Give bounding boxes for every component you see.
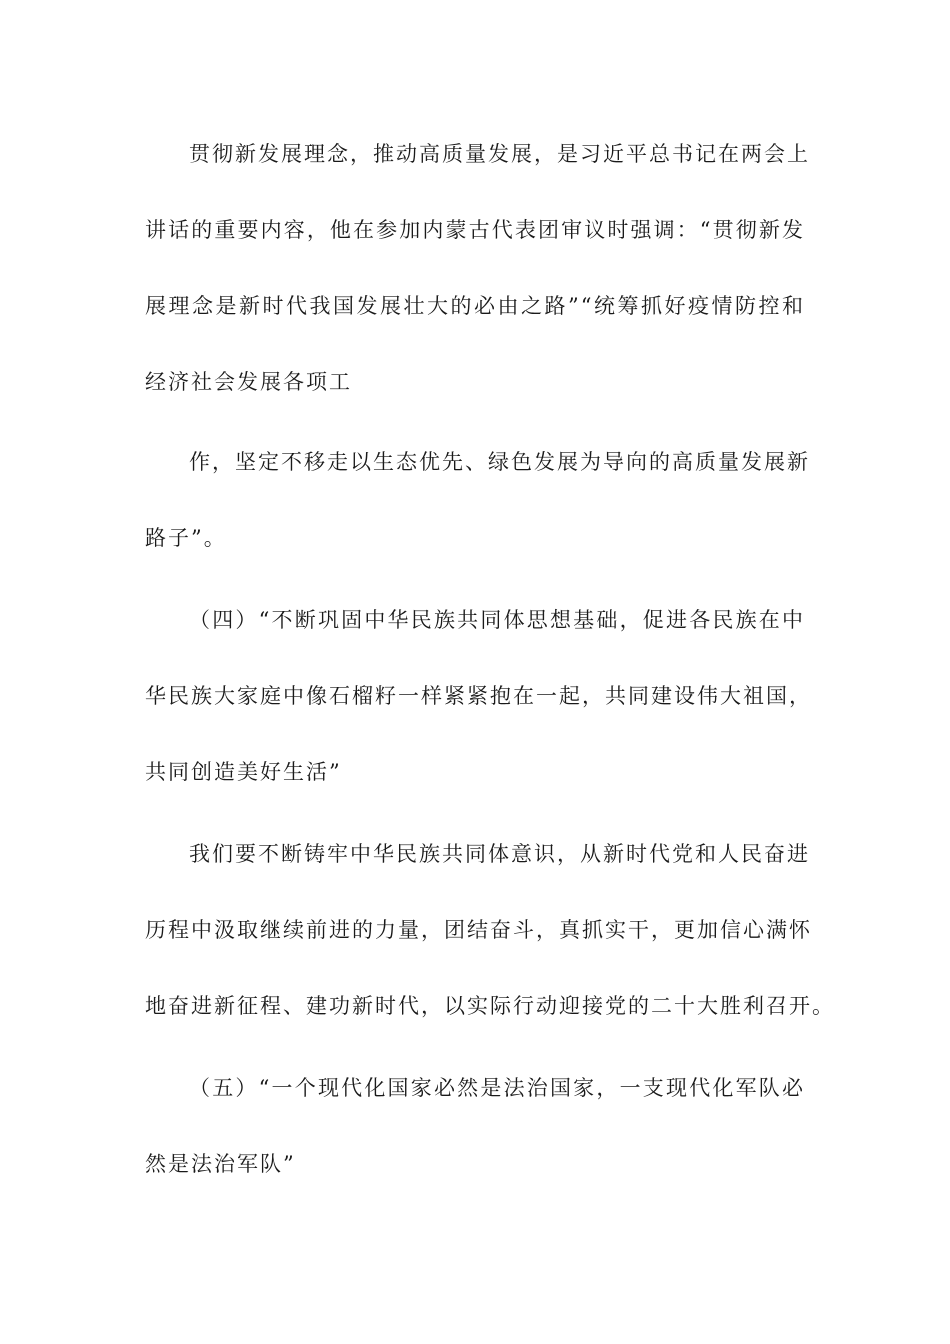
paragraph-line: 贯彻新发展理念，推动高质量发展，是习近平总书记在两会上 bbox=[189, 142, 810, 166]
section-heading-line: 共同创造美好生活” bbox=[145, 760, 342, 784]
paragraph-line: 作，坚定不移走以生态优先、绿色发展为导向的高质量发展新 bbox=[189, 450, 810, 474]
section-heading-line: （五）“一个现代化国家必然是法治国家，一支现代化军队必 bbox=[189, 1076, 805, 1100]
paragraph-line: 讲话的重要内容，他在参加内蒙古代表团审议时强调：“贯彻新发 bbox=[145, 218, 805, 242]
paragraph-line: 历程中汲取继续前进的力量，团结奋斗，真抓实干，更加信心满怀 bbox=[145, 918, 812, 942]
paragraph-line: 展理念是新时代我国发展壮大的必由之路”“统筹抓好疫情防控和 bbox=[145, 294, 805, 318]
paragraph-line: 路子”。 bbox=[145, 526, 227, 550]
section-heading-line: 华民族大家庭中像石榴籽一样紧紧抱在一起，共同建设伟大祖国， bbox=[145, 684, 812, 708]
paragraph-line: 我们要不断铸牢中华民族共同体意识，从新时代党和人民奋进 bbox=[189, 842, 810, 866]
section-heading-line: （四）“不断巩固中华民族共同体思想基础，促进各民族在中 bbox=[189, 608, 805, 632]
section-heading-line: 然是法治军队” bbox=[145, 1152, 296, 1176]
paragraph-line: 经济社会发展各项工 bbox=[145, 370, 352, 394]
paragraph-line: 地奋进新征程、建功新时代，以实际行动迎接党的二十大胜利召开。 bbox=[145, 994, 835, 1018]
